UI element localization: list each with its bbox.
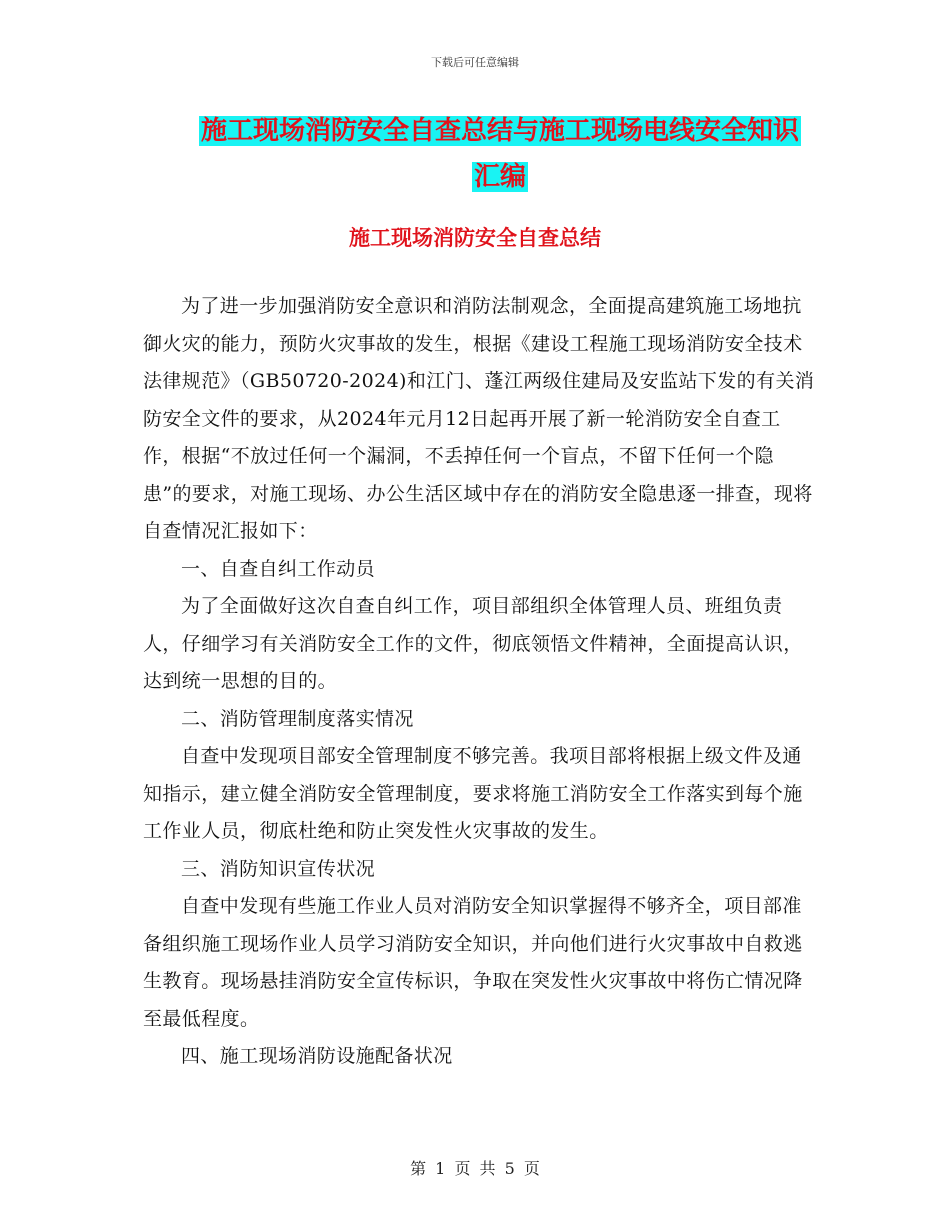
document-title-line-2: 汇编 xyxy=(473,162,526,192)
section-title: 施工现场消防安全自查总结 xyxy=(349,225,601,250)
page-number: 第 1 页 共 5 页 xyxy=(410,1159,540,1178)
paragraph-publicity: 自查中发现有些施工作业人员对消防安全知识掌握得不够齐全，项目部准备组织施工现场作业人员学习消防安全知识，并向他们进行火灾事故中自救逃生教育。现场悬挂消防安全宣传标识，争取在突发性火灾事故中将伤亡情况降至最低程度。 xyxy=(143,895,803,1030)
paragraph-management-system: 自查中发现项目部安全管理制度不够完善。我项目部将根据上级文件及通知指示，建立健全消防安全管理制度，要求将施工消防安全工作落实到每个施工作业人员，彻底杜绝和防止突发性火灾事故的发生。 xyxy=(143,745,803,842)
header-note: 下载后可任意编辑 xyxy=(431,56,519,69)
document-title xyxy=(120,108,880,200)
paragraph-mobilization: 为了全面做好这次自查自纠工作，项目部组织全体管理人员、班组负责人，仔细学习有关消防安全工作的文件，彻底领悟文件精神，全面提高认识，达到统一思想的目的。 xyxy=(143,595,803,692)
heading-management-system: 二、消防管理制度落实情况 xyxy=(181,707,414,730)
heading-facilities: 四、施工现场消防设施配备状况 xyxy=(181,1045,453,1067)
paragraph-intro: 为了进一步加强消防安全意识和消防法制观念，全面提高建筑施工场地抗御火灾的能力，预防火灾事故的发生，根据《建设工程施工现场消防安全技术法律规范》（GB50720-2024)和江门、蓬江两级住建局及安监站下发的有关消防安全文件的要求，从2024年元月12日起再开展了新一轮消防安全自查工作，根据“不放过任何一个漏洞，不丢掉任何一个盲点，不留下任何一个隐患”的要求，对施工现场、办公生活区域中存在的消防安全隐患逐一排查，现将自查情况汇报如下： xyxy=(143,295,815,542)
heading-publicity: 三、消防知识宣传状况 xyxy=(181,857,376,880)
document-body xyxy=(143,288,815,1076)
document-title-line-1: 施工现场消防安全自查总结与施工现场电线安全知识 xyxy=(200,116,799,146)
heading-mobilization: 一、自查自纠工作动员 xyxy=(181,557,376,580)
